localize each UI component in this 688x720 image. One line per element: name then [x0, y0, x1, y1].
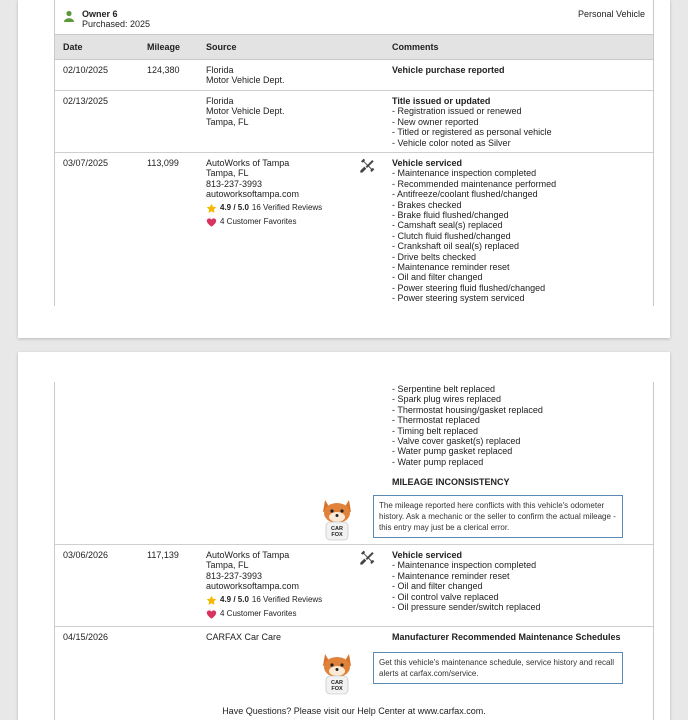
owner-header	[55, 0, 653, 34]
comment-item: - Oil control valve replaced	[392, 591, 499, 602]
comment-item: - Valve cover gasket(s) replaced	[392, 436, 521, 447]
person-icon	[63, 10, 75, 22]
owner-name: Owner 6	[82, 9, 118, 19]
source-line: Florida	[206, 65, 234, 75]
column-comments: Comments	[392, 42, 439, 52]
source-line: Tampa, FL	[206, 116, 249, 127]
source-phone[interactable]: 813-237-3993	[206, 570, 263, 581]
svg-text:CAR: CAR	[331, 526, 343, 532]
row-date: 02/13/2025	[63, 96, 109, 106]
heart-icon	[206, 609, 217, 620]
comment-item: - Clutch fluid flushed/changed	[392, 230, 511, 241]
column-mileage: Mileage	[147, 42, 181, 52]
row-comments	[392, 550, 541, 612]
table-row	[55, 90, 653, 153]
row-comments	[392, 96, 552, 148]
source-line: Florida	[206, 96, 234, 106]
history-table	[54, 0, 654, 306]
carfox-mascot-icon	[317, 650, 357, 696]
row-title: Manufacturer Recommended Maintenance Schedules	[392, 632, 621, 642]
row-mileage: 124,380	[147, 65, 180, 75]
row-source: CARFAX Car Care	[206, 632, 282, 642]
source-phone[interactable]: 813-237-3993	[206, 178, 263, 189]
comment-item: - Oil and filter changed	[392, 581, 483, 592]
comment-item: - Water pump replaced	[392, 456, 484, 467]
rating-value: 4.9 / 5.0	[220, 594, 249, 604]
history-table-continued	[54, 382, 654, 720]
comment-item: - Serpentine belt replaced	[392, 384, 496, 394]
row-comments-continued	[392, 384, 543, 467]
comment-item: - Brake fluid flushed/changed	[392, 210, 509, 221]
comment-item: - Thermostat housing/gasket replaced	[392, 404, 543, 415]
review-count: 16 Verified Reviews	[251, 202, 323, 212]
table-row	[55, 544, 653, 627]
row-title: Vehicle serviced	[392, 550, 463, 560]
mileage-inconsistency-title: MILEAGE INCONSISTENCY	[392, 477, 510, 487]
favorites[interactable]	[206, 609, 322, 620]
favorites-count: 4 Customer Favorites	[220, 216, 297, 226]
comment-item: - Maintenance reminder reset	[392, 262, 510, 273]
row-date: 03/06/2026	[63, 550, 109, 560]
table-header	[55, 34, 653, 60]
service-schedule-box[interactable]: Get this vehicle's maintenance schedule, service history and recall alerts at carfax.com/service.	[373, 652, 623, 684]
comment-item: - Power steering fluid flushed/changed	[392, 282, 546, 293]
rating[interactable]	[206, 203, 322, 214]
comment-item: - Water pump gasket replaced	[392, 446, 513, 457]
report-page-1	[18, 0, 670, 338]
source-line: AutoWorks of Tampa	[206, 550, 290, 560]
column-source: Source	[206, 42, 237, 52]
help-center-footer[interactable]: Have Questions? Please visit our Help Center at www.carfax.com.	[222, 706, 486, 716]
svg-text:FOX: FOX	[331, 532, 343, 538]
report-page-2	[18, 352, 670, 720]
row-source	[206, 65, 285, 86]
source-line: AutoWorks of Tampa	[206, 158, 290, 168]
favorites-count: 4 Customer Favorites	[220, 608, 297, 618]
comment-item: - Maintenance inspection completed	[392, 168, 537, 179]
comment-item: - Antifreeze/coolant flushed/changed	[392, 189, 538, 200]
comment-item: - Drive belts checked	[392, 251, 477, 262]
table-row-continued	[55, 382, 653, 545]
carfox-mascot-icon	[317, 496, 357, 542]
comment-item: - Crankshaft oil seal(s) replaced	[392, 241, 520, 252]
row-date: 03/07/2025	[63, 158, 109, 168]
row-source	[206, 158, 322, 228]
comment-item: - Titled or registered as personal vehicle	[392, 127, 552, 138]
comment-item: - Maintenance inspection completed	[392, 560, 537, 571]
row-mileage: 117,139	[147, 550, 179, 560]
column-date: Date	[63, 42, 83, 52]
svg-text:CAR: CAR	[331, 680, 343, 686]
star-icon	[206, 203, 217, 214]
source-website-link[interactable]: autoworksoftampa.com	[206, 189, 300, 200]
source-line: Motor Vehicle Dept.	[206, 75, 285, 86]
comment-item: - Oil pressure sender/switch replaced	[392, 602, 541, 613]
source-website-link[interactable]: autoworksoftampa.com	[206, 581, 300, 592]
source-line: Tampa, FL	[206, 168, 249, 179]
comment-item: - Timing belt replaced	[392, 425, 479, 436]
comment-item: - Camshaft seal(s) replaced	[392, 220, 503, 231]
comment-item: - Recommended maintenance performed	[392, 178, 557, 189]
rating-value: 4.9 / 5.0	[220, 202, 249, 212]
mileage-alert-box: The mileage reported here conflicts with this vehicle's odometer history. Ask a mechanic or the seller to confirm the actual mileage - this entry may just be a clerical error.	[373, 495, 623, 538]
row-date: 04/15/2026	[63, 632, 109, 642]
source-line: Motor Vehicle Dept.	[206, 106, 285, 117]
source-line: Tampa, FL	[206, 560, 249, 571]
heart-icon	[206, 217, 217, 228]
row-title: Vehicle serviced	[392, 158, 463, 168]
review-count: 16 Verified Reviews	[251, 594, 323, 604]
owner-purchased: Purchased: 2025	[82, 19, 151, 29]
owner-type: Personal Vehicle	[577, 9, 645, 19]
comment-item: - Brakes checked	[392, 199, 462, 210]
comment-item: - Maintenance reminder reset	[392, 570, 510, 581]
table-row	[55, 59, 653, 91]
comment-item: - Power steering system serviced	[392, 293, 525, 304]
comment-item: - New owner reported	[392, 116, 479, 127]
comment-item: - Vehicle color noted as Silver	[392, 137, 511, 148]
row-title: Vehicle purchase reported	[392, 65, 505, 75]
row-comments	[392, 158, 556, 304]
row-title: Title issued or updated	[392, 96, 491, 106]
table-row	[55, 626, 653, 720]
favorites[interactable]	[206, 217, 322, 228]
comment-item: - Spark plug wires replaced	[392, 394, 502, 405]
rating[interactable]	[206, 595, 322, 606]
star-icon	[206, 595, 217, 606]
comment-item: - Oil and filter changed	[392, 272, 483, 283]
row-source	[206, 550, 322, 620]
svg-text:FOX: FOX	[331, 686, 343, 692]
row-mileage: 113,099	[147, 158, 179, 168]
comment-item: - Registration issued or renewed	[392, 106, 522, 117]
comment-item: - Thermostat replaced	[392, 415, 480, 426]
service-tools-icon	[359, 550, 375, 566]
table-row	[55, 152, 653, 306]
service-tools-icon	[359, 158, 375, 174]
row-date: 02/10/2025	[63, 65, 109, 75]
row-source	[206, 96, 285, 127]
